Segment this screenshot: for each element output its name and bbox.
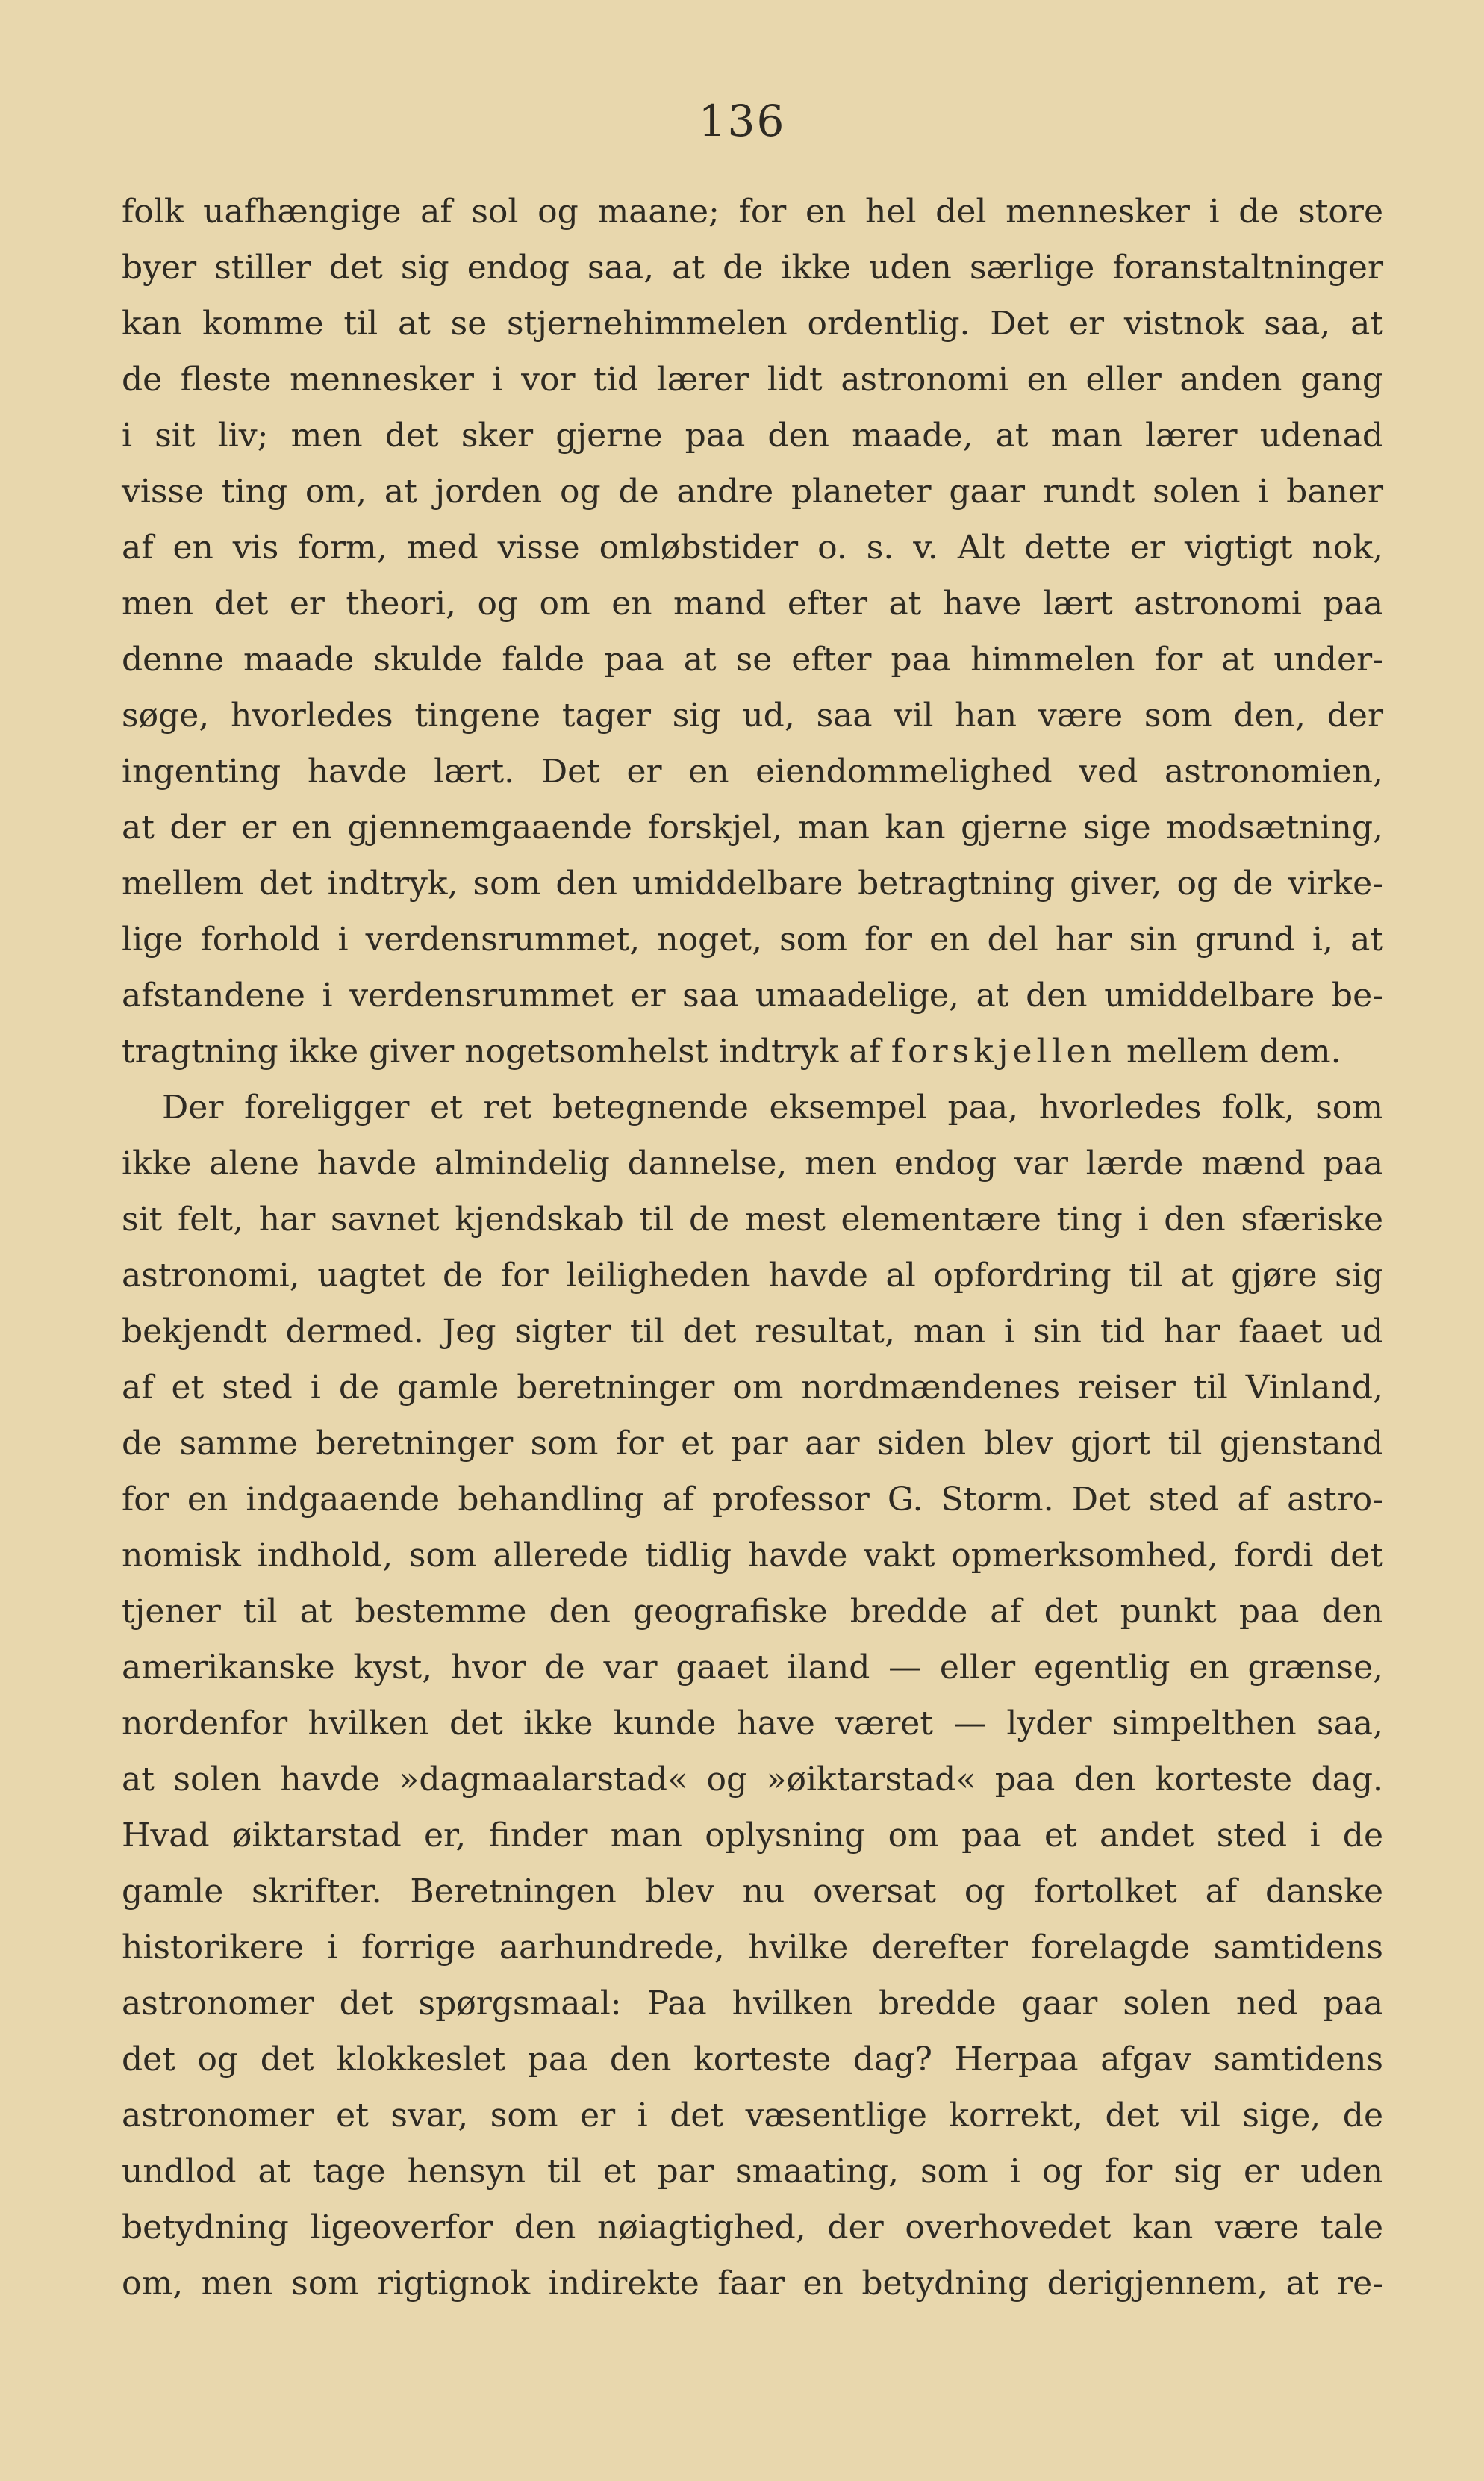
text-line: for en indgaaende behandling af professor G. Storm. Det sted af astro-: [122, 1481, 1383, 1519]
text-line: denne maade skulde falde paa at se efter paa himmelen for at under-: [122, 641, 1383, 679]
body-text: [122, 184, 1383, 2312]
text-line: lige forhold i verdensrummet, noget, som for en del har sin grund i, at: [122, 921, 1383, 959]
text-line: Hvad øiktarstad er, finder man oplysning om paa et andet sted i de: [122, 1817, 1383, 1855]
paragraph-1: [122, 184, 1383, 1080]
text-line: bekjendt dermed. Jeg sigter til det resultat, man i sin tid har faaet ud: [122, 1313, 1383, 1351]
text-line: at der er en gjennemgaaende forskjel, man kan gjerne sige modsætning,: [122, 809, 1383, 847]
text-segment: mellem dem.: [1116, 1033, 1341, 1071]
text-line: amerikanske kyst, hvor de var gaaet iland — eller egentlig en grænse,: [122, 1649, 1383, 1687]
text-line: nordenfor hvilken det ikke kunde have været — lyder simpelthen saa,: [122, 1705, 1383, 1743]
text-line: visse ting om, at jorden og de andre planeter gaar rundt solen i baner: [122, 473, 1383, 511]
text-line: astronomi, uagtet de for leiligheden havde al opfordring til at gjøre sig: [122, 1257, 1383, 1295]
text-line: astronomer et svar, som er i det væsentlige korrekt, det vil sige, de: [122, 2096, 1383, 2135]
text-line: folk uafhængige af sol og maane; for en hel del mennesker i de store: [122, 193, 1383, 231]
text-line: at solen havde »dagmaalarstad« og »øiktarstad« paa den korteste dag.: [122, 1761, 1383, 1799]
text-line: mellem det indtryk, som den umiddelbare betragtning giver, og de virke-: [122, 865, 1383, 903]
text-line: men det er theori, og om en mand efter at have lært astronomi paa: [122, 585, 1383, 623]
text-line: betydning ligeoverfor den nøiagtighed, der overhovedet kan være tale: [122, 2208, 1383, 2247]
text-line: undlod at tage hensyn til et par smaating, som i og for sig er uden: [122, 2152, 1383, 2191]
text-line: kan komme til at se stjernehimmelen ordentlig. Det er vistnok saa, at: [122, 305, 1383, 343]
text-line: gamle skrifter. Beretningen blev nu oversat og fortolket af danske: [122, 1873, 1383, 1911]
text-line: af et sted i de gamle beretninger om nordmændenes reiser til Vinland,: [122, 1369, 1383, 1407]
text-line: om, men som rigtignok indirekte faar en betydning derigjennem, at re-: [122, 2264, 1383, 2303]
text-line: nomisk indhold, som allerede tidlig havde vakt opmerksomhed, fordi det: [122, 1537, 1383, 1575]
text-line: de fleste mennesker i vor tid lærer lidt astronomi en eller anden gang: [122, 361, 1383, 399]
text-line: ingenting havde lært. Det er en eiendommelighed ved astronomien,: [122, 753, 1383, 791]
text-line: Der foreligger et ret betegnende eksempel paa, hvorledes folk, som: [162, 1089, 1383, 1127]
text-line: tjener til at bestemme den geografiske bredde af det punkt paa den: [122, 1593, 1383, 1631]
text-line: i sit liv; men det sker gjerne paa den maade, at man lærer udenad: [122, 417, 1383, 455]
text-line: astronomer det spørgsmaal: Paa hvilken bredde gaar solen ned paa: [122, 1985, 1383, 2023]
text-line: ikke alene havde almindelig dannelse, men endog var lærde mænd paa: [122, 1145, 1383, 1183]
text-line: historikere i forrige aarhundrede, hvilke derefter forelagde samtidens: [122, 1929, 1383, 1967]
text-line: afstandene i verdensrummet er saa umaadelige, at den umiddelbare be-: [122, 977, 1383, 1015]
text-line: byer stiller det sig endog saa, at de ikke uden særlige foranstaltninger: [122, 249, 1383, 287]
paragraph-2: [122, 1080, 1383, 2312]
page-number: 136: [698, 96, 786, 146]
text-line: [122, 1024, 1383, 1080]
text-line: det og det klokkeslet paa den korteste dag? Herpaa afgav samtidens: [122, 2040, 1383, 2079]
text-line: sit felt, har savnet kjendskab til de mest elementære ting i den sfæriske: [122, 1201, 1383, 1239]
text-segment: tragtning ikke giver nogetsomhelst indtryk af: [122, 1033, 891, 1071]
emphasized-word: forskjellen: [891, 1033, 1117, 1071]
text-line: de samme beretninger som for et par aar siden blev gjort til gjenstand: [122, 1425, 1383, 1463]
text-line: søge, hvorledes tingene tager sig ud, saa vil han være som den, der: [122, 697, 1383, 735]
text-line: af en vis form, med visse omløbstider o. s. v. Alt dette er vigtigt nok,: [122, 529, 1383, 567]
